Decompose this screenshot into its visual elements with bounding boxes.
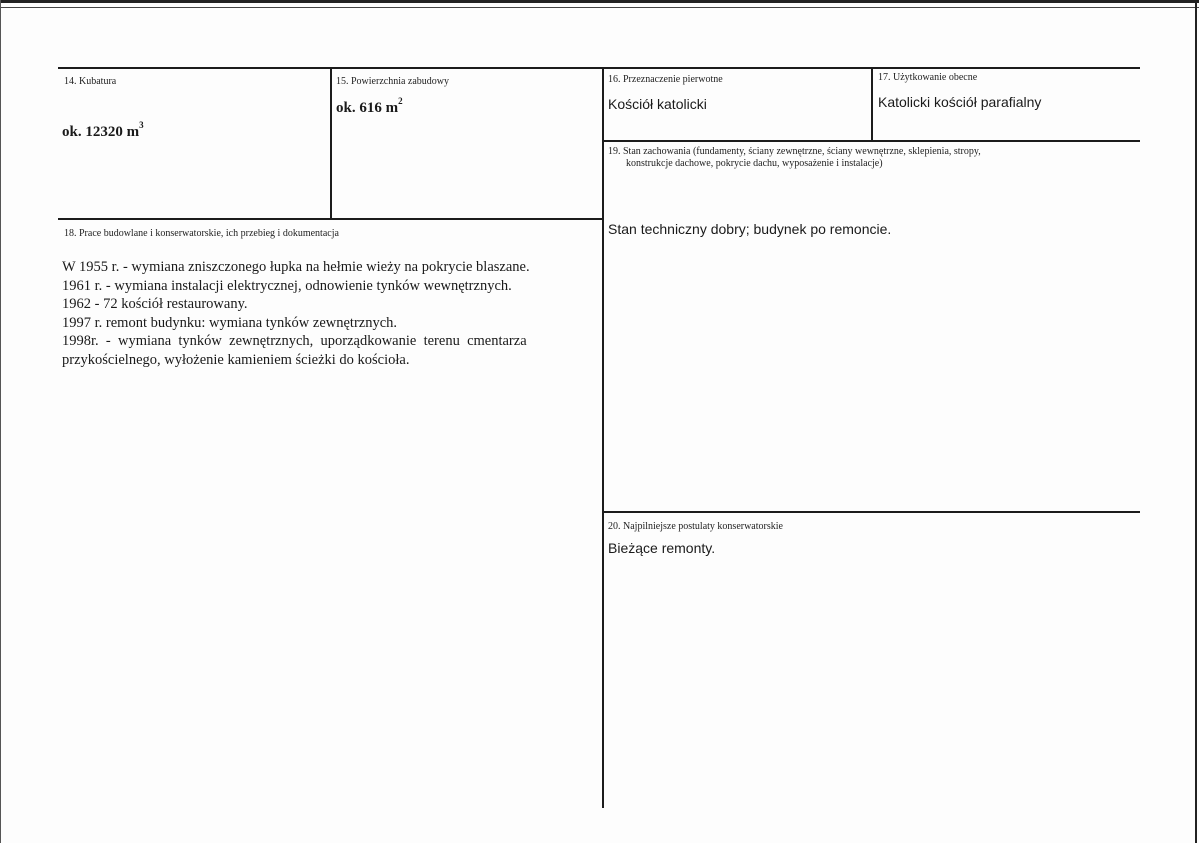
grid-line-20-top [602, 511, 1140, 513]
field-19-label-line1: 19. Stan zachowania (fundamenty, ściany zewnętrzne, ściany wewnętrzne, sklepienia, stropy, [608, 146, 981, 157]
field-19-value: Stan techniczny dobry; budynek po remoncie. [608, 221, 892, 237]
grid-vline-16-17 [871, 67, 873, 141]
field-16-label: 16. Przeznaczenie pierwotne [608, 74, 723, 85]
field-14-label: 14. Kubatura [64, 76, 117, 87]
grid-vline-14-15 [330, 67, 332, 220]
field-18-label: 18. Prace budowlane i konserwatorskie, ich przebieg i dokumentacja [64, 228, 339, 239]
scan-edge-line [0, 7, 1199, 8]
field-14-value [62, 122, 144, 141]
work-entry: 1997 r. remont budynku: wymiana tynków zewnętrznych. [62, 314, 398, 331]
scan-edge-left [0, 0, 1, 843]
field-14-value-text: ok. 12320 m [62, 124, 140, 140]
field-18-entries [62, 258, 598, 369]
field-15-value-text: ok. 616 m [336, 100, 399, 116]
work-entry: przykościelnego, wyłożenie kamieniem ścieżki do kościoła. [62, 351, 410, 368]
work-entry: W 1955 r. - wymiana zniszczonego łupka na hełmie wieży na pokrycie blaszane. [62, 259, 530, 275]
field-19-label-line2: konstrukcje dachowe, pokrycie dachu, wyposażenie i instalacje) [626, 158, 883, 169]
scan-edge-right [1195, 0, 1197, 843]
field-20-value: Bieżące remonty. [608, 540, 716, 556]
field-14-unit-sup: 3 [139, 120, 144, 130]
field-15-value [336, 98, 403, 117]
grid-vline-main [602, 67, 604, 808]
field-17-value: Katolicki kościół parafialny [878, 94, 1042, 110]
field-15-label: 15. Powierzchnia zabudowy [336, 76, 450, 87]
field-20-label: 20. Najpilniejsze postulaty konserwatorskie [608, 521, 783, 532]
field-16-value: Kościół katolicki [608, 96, 707, 112]
grid-top-line [58, 67, 1140, 69]
field-17-label: 17. Użytkowanie obecne [878, 72, 978, 83]
scan-edge-top [0, 0, 1199, 3]
work-entry: 1961 r. - wymiana instalacji elektrycznej, odnowienie tynków wewnętrznych. [62, 277, 512, 294]
work-entry: 1998r. - wymiana tynków zewnętrznych, uporządkowanie terenu cmentarza [62, 333, 527, 349]
work-entry: 1962 - 72 kościół restaurowany. [62, 296, 248, 312]
field-15-unit-sup: 2 [398, 96, 403, 106]
